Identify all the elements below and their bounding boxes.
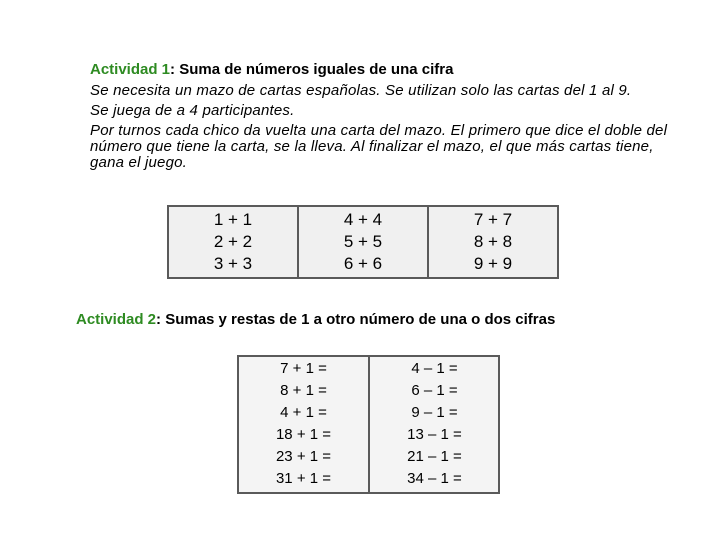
table-cell: 8 + 8	[473, 232, 513, 251]
activity-1-title-text: : Suma de números iguales de una cifra	[170, 61, 454, 78]
table-cell: 4 – 1 =	[411, 360, 458, 377]
table-cell: 5 + 5	[343, 232, 383, 251]
table-cell: 3 + 3	[213, 254, 253, 273]
activity-1-title	[90, 60, 690, 80]
plus-minus-one-table	[237, 355, 500, 494]
table-cell: 7 + 1 =	[280, 360, 327, 377]
activity-2-title-text: : Sumas y restas de 1 a otro número de una o dos cifras	[156, 311, 556, 328]
table-cell: 34 – 1 =	[407, 470, 462, 487]
table-cell: 9 + 9	[473, 254, 513, 273]
table-cell: 6 + 6	[343, 254, 383, 273]
table-cell: 31 + 1 =	[275, 470, 332, 487]
subtraction-column	[368, 357, 499, 492]
addition-column	[239, 357, 368, 492]
table-cell: 4 + 4	[343, 210, 383, 229]
activity-1-label: Actividad 1	[90, 61, 171, 78]
activity-1-section	[90, 60, 690, 171]
table-cell: 13 – 1 =	[407, 426, 462, 443]
table-cell: 1 + 1	[213, 210, 253, 229]
doubles-column	[169, 207, 297, 277]
activity-1-paragraph: Se juega de a 4 participantes.	[90, 102, 295, 119]
doubles-column	[427, 207, 557, 277]
doubles-table	[167, 205, 559, 279]
table-cell: 8 + 1 =	[280, 382, 327, 399]
activity-2-title	[76, 309, 636, 331]
table-cell: 18 + 1 =	[275, 426, 332, 443]
table-cell: 7 + 7	[473, 210, 513, 229]
table-cell: 6 – 1 =	[411, 382, 458, 399]
table-cell: 9 – 1 =	[411, 404, 458, 421]
table-cell: 21 – 1 =	[407, 448, 462, 465]
doubles-column	[297, 207, 427, 277]
activity-1-paragraph: Por turnos cada chico da vuelta una carta del mazo. El primero que dice el doble del número que tiene la carta, se la lleva. Al finalizar el mazo, el que más cartas tiene, gana el juego.	[90, 122, 668, 171]
activity-1-paragraph: Se necesita un mazo de cartas españolas. Se utilizan solo las cartas del 1 al 9.	[90, 82, 632, 99]
activity-2-label: Actividad 2	[76, 311, 157, 328]
table-cell: 23 + 1 =	[275, 448, 332, 465]
table-cell: 4 + 1 =	[280, 404, 327, 421]
table-cell: 2 + 2	[213, 232, 253, 251]
